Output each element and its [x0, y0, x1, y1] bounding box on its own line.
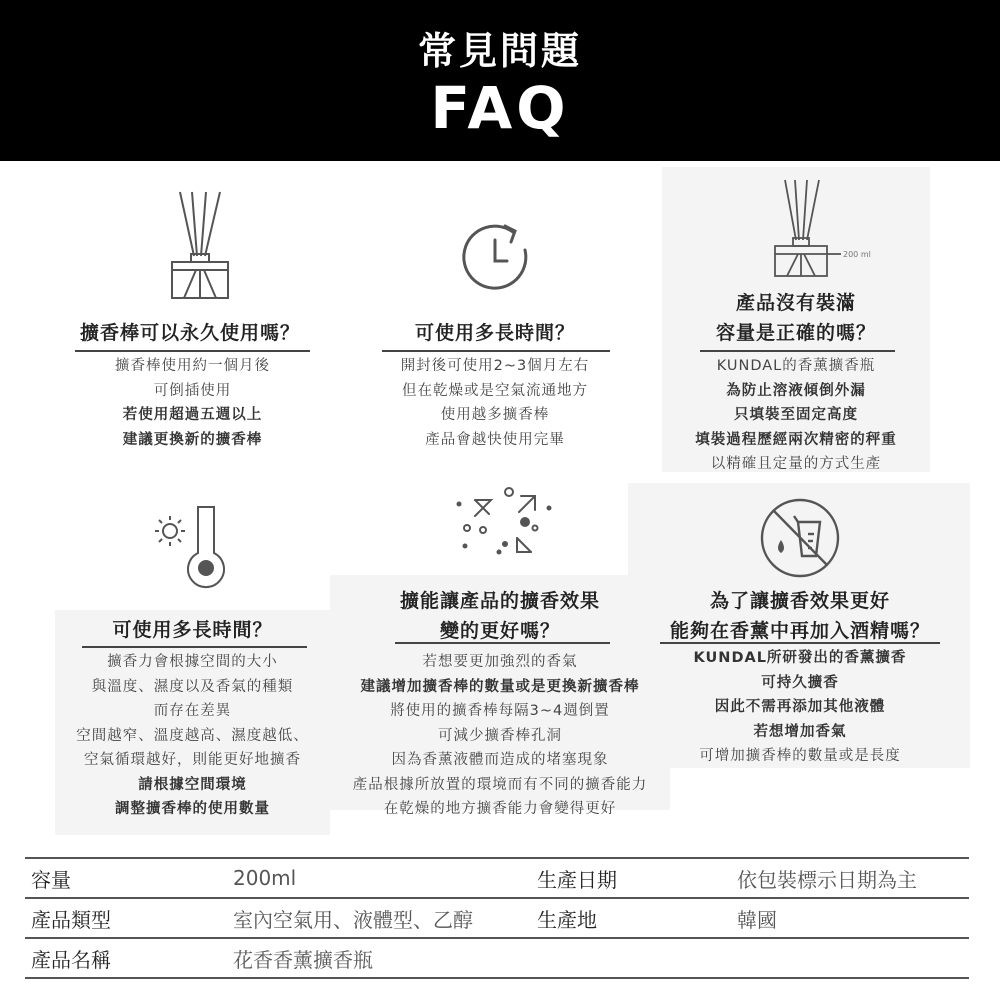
faq-question-3: 產品沒有裝滿 容量是正確的嗎？ — [715, 292, 876, 344]
faq-question-1: 擴香棒可以永久使用嗎？ — [79, 322, 300, 344]
faq-divider-4 — [82, 646, 307, 648]
faq-answer-2: 開封後可使用2~3個月左右 但在乾燥或是空氣流通地方 使用越多擴香棒 產品會越快使用完畢 — [400, 358, 590, 448]
spec-row — [25, 858, 969, 898]
faq-divider-5 — [395, 642, 610, 644]
faq-answer-5: 若想要更加強烈的香氣 建議增加擴香棒的數量或是更換新擴香棒 將使用的擴香棒每隔3~4週倒置 可減少擴香棒孔洞 因為香薰液體而造成的堵塞現象 產品根據所放置的環境而有不同的擴香能力 在乾燥的地方擴香能力會變得更好 — [352, 654, 648, 817]
faq-answer-3: KUNDAL的香薰擴香瓶 為防止溶液傾倒外漏 只填裝至固定高度 填裝過程歷經兩次精密的秤重 以精確且定量的方式生產 — [695, 358, 897, 472]
volume-label: 200 ml — [843, 250, 871, 259]
faq-question-5: 擴能讓產品的擴香效果 變的更好嗎？ — [399, 590, 600, 642]
faq-divider-6 — [660, 642, 940, 644]
spec-value — [731, 938, 969, 978]
spec-table — [25, 857, 969, 979]
faq-question-4: 可使用多長時間？ — [112, 619, 273, 641]
diffuser-icon — [160, 190, 240, 310]
faq-question-6: 為了讓擴香效果更好 能夠在香薰中再加入酒精嗎？ — [669, 590, 930, 642]
spec-value: 室內空氣用、液體型、乙醇 — [227, 898, 531, 938]
sun-thermometer-icon — [150, 500, 240, 595]
spec-label: 生產日期 — [531, 858, 731, 898]
faq-answer-1: 擴香棒使用約一個月後 可倒插使用 若使用超過五週以上 建議更換新的擴香棒 — [115, 358, 270, 448]
faq-divider-2 — [382, 350, 610, 352]
header-title-en: FAQ — [430, 74, 570, 142]
spec-label: 容量 — [25, 858, 227, 898]
scatter-arrows-icon — [445, 482, 555, 562]
spec-label: 產品類型 — [25, 898, 227, 938]
faq-divider-1 — [75, 350, 310, 352]
spec-row — [25, 938, 969, 978]
spec-value: 200ml — [227, 858, 531, 898]
spec-label — [531, 938, 731, 978]
spec-value: 花香香薰擴香瓶 — [227, 938, 531, 978]
faq-divider-3 — [700, 350, 895, 352]
spec-label: 產品名稱 — [25, 938, 227, 978]
spec-value: 韓國 — [731, 898, 969, 938]
spec-label: 生產地 — [531, 898, 731, 938]
diffuser-200ml-icon — [765, 178, 885, 282]
spec-row — [25, 898, 969, 938]
spec-value: 依包裝標示日期為主 — [731, 858, 969, 898]
header-title-zh: 常見問題 — [417, 29, 582, 73]
refresh-clock-icon — [455, 218, 535, 298]
faq-answer-6: KUNDAL所研發出的香薰擴香 可持久擴香 因此不需再添加其他液體 若想增加香氣 可增加擴香棒的數量或是長度 — [693, 650, 907, 764]
faq-question-2: 可使用多長時間？ — [414, 322, 575, 344]
faq-header — [0, 0, 1000, 161]
no-alcohol-icon — [756, 494, 844, 582]
faq-answer-4: 擴香力會根據空間的大小 與溫度、濕度以及香氣的種類 而存在差異 空間越窄、溫度越高、濕度越低、 空氣循環越好，則能更好地擴香 請根據空間環境 調整擴香棒的使用數量 — [76, 654, 309, 817]
